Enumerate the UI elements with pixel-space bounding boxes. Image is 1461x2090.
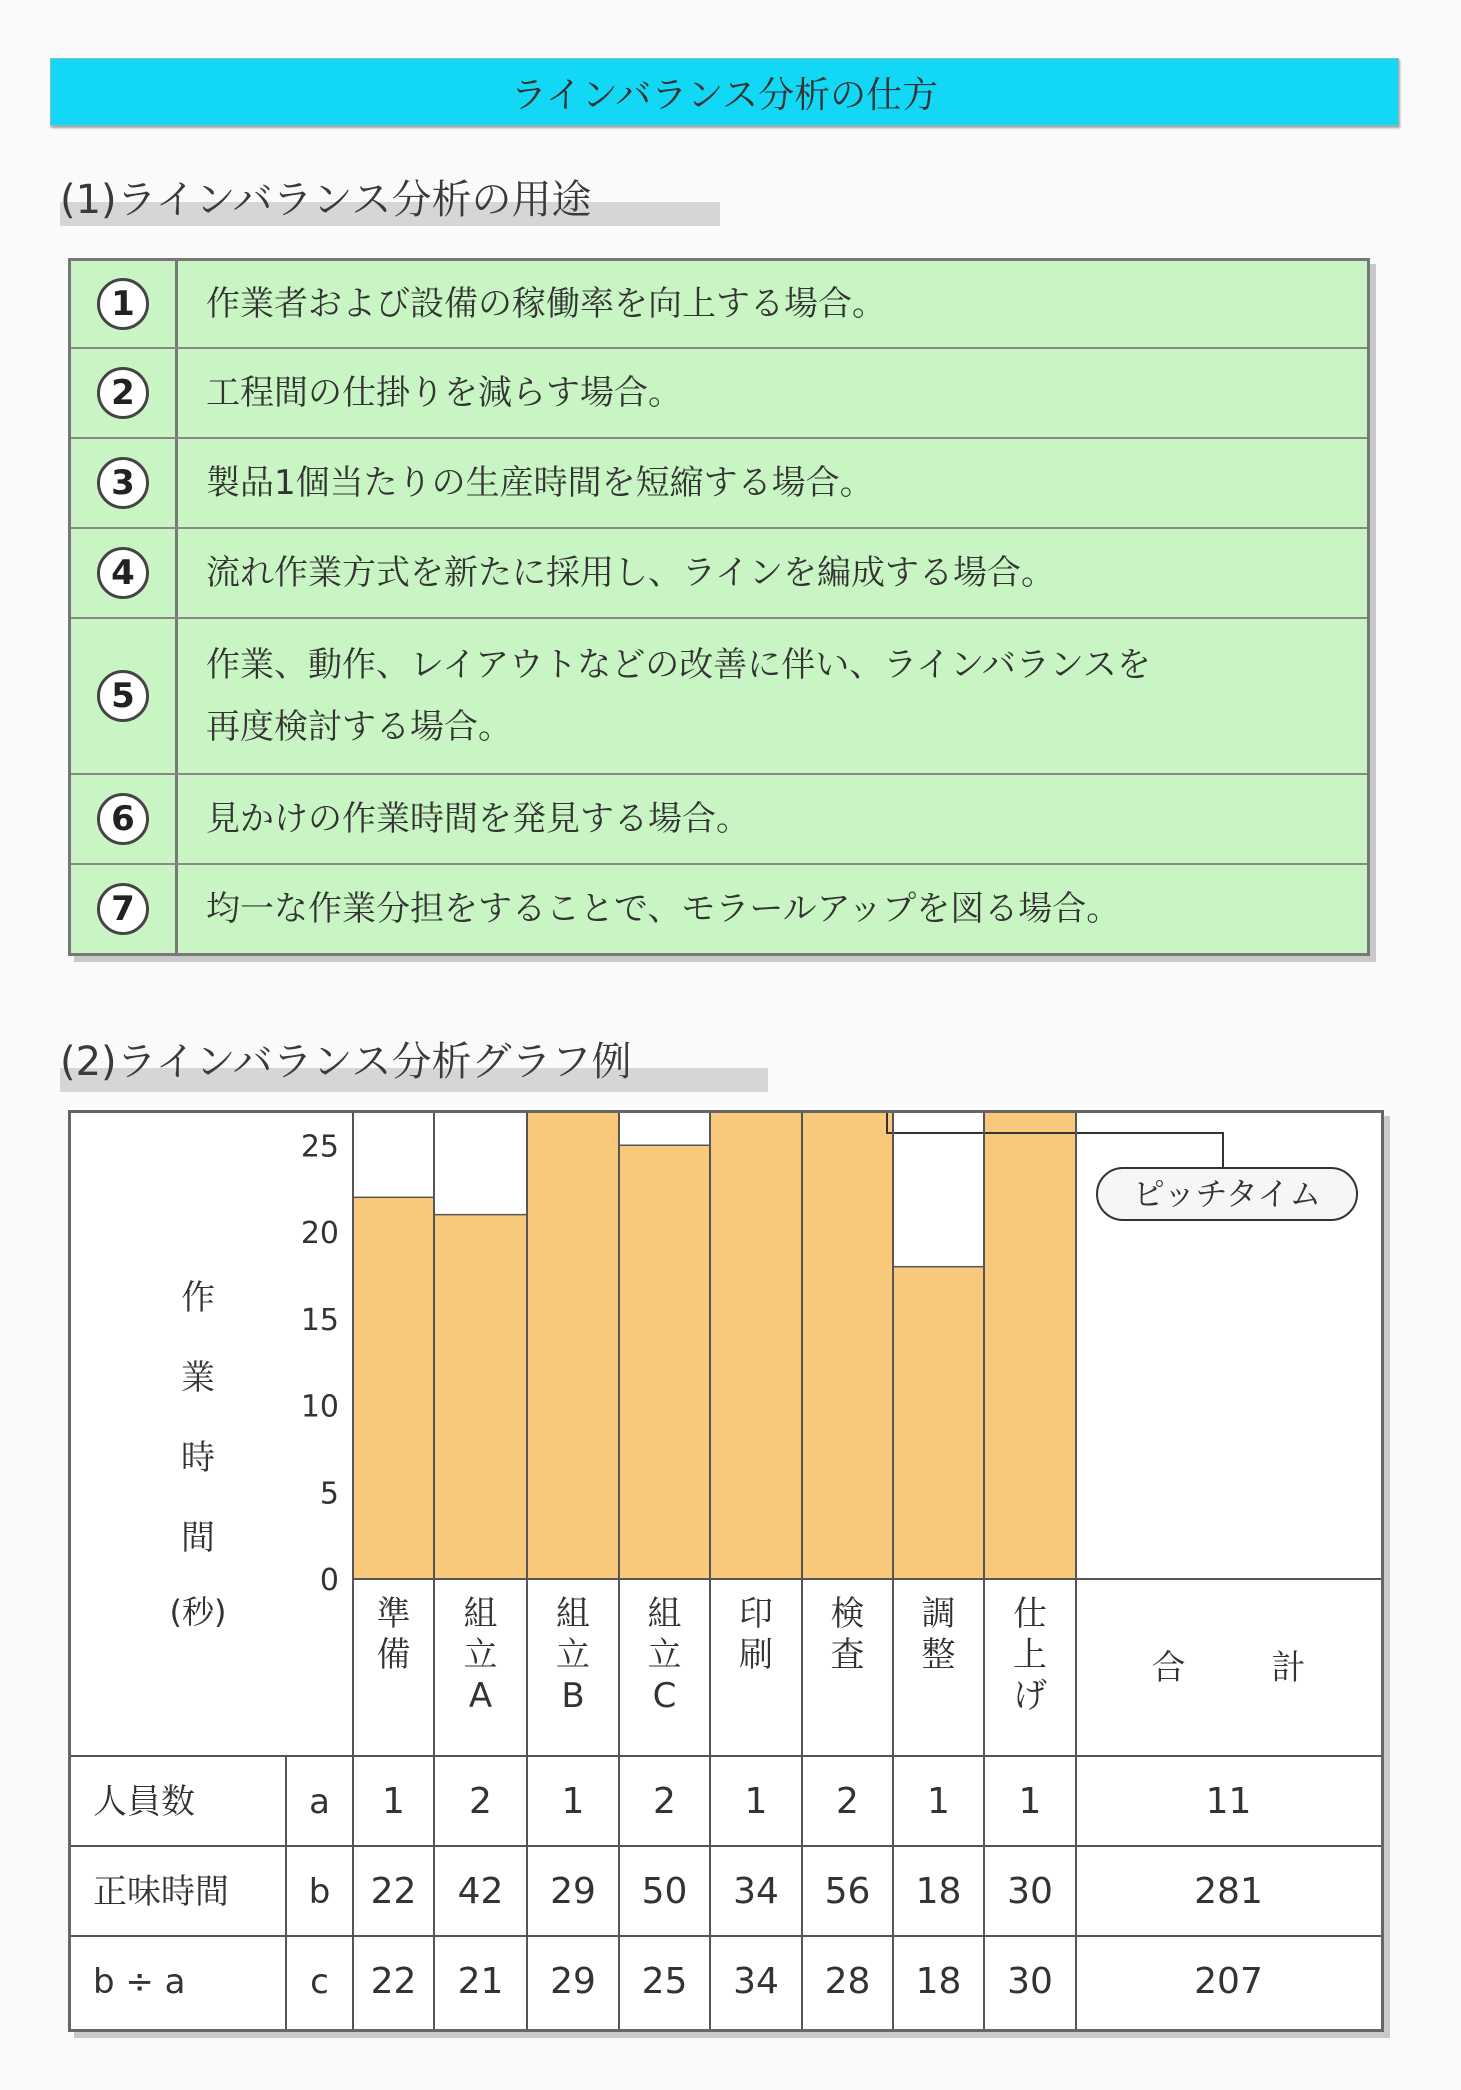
table-row-label-3: b ÷ a bbox=[93, 1962, 186, 2002]
table-cell: 2 bbox=[653, 1781, 676, 1822]
table-cell: 1 bbox=[744, 1781, 768, 1822]
banner-title: ラインバランス分析の仕方 bbox=[510, 74, 939, 116]
section2-title: (2)ラインバランス分析グラフ例 bbox=[60, 1039, 632, 1085]
category-label-2: 立 bbox=[463, 1635, 498, 1675]
table-cell: 50 bbox=[641, 1871, 688, 1912]
table-cell: 21 bbox=[457, 1961, 504, 2002]
use-text-3: 製品1個当たりの生産時間を短縮する場合。 bbox=[206, 463, 874, 503]
category-label-8: 上 bbox=[1013, 1635, 1047, 1675]
table-cell: 42 bbox=[457, 1871, 504, 1912]
use-row-3 bbox=[71, 437, 1367, 527]
category-label-4: 組 bbox=[647, 1594, 682, 1634]
table-cell: 1 bbox=[382, 1781, 405, 1822]
y-axis-label-char: 作 bbox=[181, 1278, 215, 1318]
table-cell: 34 bbox=[733, 1961, 779, 2002]
use-text-cell bbox=[178, 261, 1367, 347]
use-text-cell bbox=[178, 529, 1367, 617]
table-cell: 1 bbox=[927, 1781, 950, 1822]
bar-3 bbox=[527, 1113, 619, 1579]
use-num-cell bbox=[71, 529, 178, 617]
use-row-7 bbox=[71, 863, 1367, 953]
category-label-7: 調 bbox=[921, 1594, 956, 1634]
table-total-1: 11 bbox=[1205, 1781, 1252, 1822]
y-tick-label-25: 25 bbox=[300, 1129, 339, 1165]
use-number-4: 4 bbox=[97, 547, 149, 599]
use-num-cell bbox=[71, 439, 178, 527]
table-cell: 25 bbox=[641, 1961, 688, 2002]
table-cell: 56 bbox=[824, 1871, 871, 1912]
bar-1 bbox=[353, 1197, 434, 1579]
table-cell: 29 bbox=[550, 1961, 596, 2002]
bar-7 bbox=[893, 1267, 984, 1579]
table-cell: 2 bbox=[469, 1781, 492, 1822]
category-label-7: 整 bbox=[921, 1635, 956, 1675]
y-tick-label-0: 0 bbox=[319, 1563, 339, 1598]
use-num-cell bbox=[71, 865, 178, 953]
table-row-symbol-2: b bbox=[308, 1872, 331, 1912]
bar-4 bbox=[619, 1145, 710, 1579]
use-number-6: 6 bbox=[97, 793, 149, 845]
use-text-5-line2: 再度検討する場合。 bbox=[206, 707, 512, 747]
category-label-8: げ bbox=[1013, 1676, 1047, 1716]
use-number-7: 7 bbox=[97, 883, 149, 935]
use-text-cell bbox=[178, 619, 1367, 773]
page-banner bbox=[50, 58, 1399, 126]
use-num-cell bbox=[71, 261, 178, 347]
uses-table bbox=[68, 258, 1370, 956]
pitch-label: ピッチタイム bbox=[1132, 1175, 1322, 1213]
use-number-3: 3 bbox=[97, 457, 149, 509]
use-text-1: 作業者および設備の稼働率を向上する場合。 bbox=[206, 284, 886, 324]
table-row-symbol-1: a bbox=[309, 1782, 330, 1822]
use-row-4 bbox=[71, 527, 1367, 617]
category-label-1: 準 bbox=[376, 1594, 411, 1634]
y-tick-label-5: 5 bbox=[319, 1476, 339, 1512]
use-row-6 bbox=[71, 773, 1367, 863]
table-cell: 29 bbox=[550, 1871, 596, 1912]
y-axis-unit: (秒) bbox=[169, 1593, 227, 1631]
y-axis-label-char: 時 bbox=[181, 1438, 215, 1478]
table-total-3: 207 bbox=[1194, 1961, 1263, 2002]
table-row-label-1: 人員数 bbox=[93, 1782, 195, 1822]
use-text-4: 流れ作業方式を新たに採用し、ラインを編成する場合。 bbox=[206, 553, 1055, 593]
category-label-1: 備 bbox=[376, 1635, 411, 1675]
table-cell: 28 bbox=[824, 1961, 871, 2002]
category-label-3: 立 bbox=[556, 1635, 590, 1675]
table-total-2: 281 bbox=[1194, 1871, 1263, 1912]
y-tick-label-15: 15 bbox=[300, 1302, 339, 1338]
use-num-cell bbox=[71, 349, 178, 437]
use-text-cell bbox=[178, 439, 1367, 527]
use-number-5: 5 bbox=[97, 670, 149, 722]
bar-5 bbox=[710, 1113, 802, 1579]
category-label-2: 組 bbox=[463, 1594, 498, 1634]
bar-6 bbox=[802, 1113, 893, 1579]
total-header-char: 計 bbox=[1271, 1648, 1306, 1688]
y-axis-label-char: 業 bbox=[181, 1358, 215, 1398]
section1-title: (1)ラインバランス分析の用途 bbox=[60, 177, 592, 223]
table-cell: 22 bbox=[370, 1871, 417, 1912]
category-label-3: 組 bbox=[556, 1594, 590, 1634]
y-tick-label-20: 20 bbox=[300, 1216, 339, 1251]
use-text-cell bbox=[178, 865, 1367, 953]
table-cell: 18 bbox=[915, 1961, 962, 2002]
table-row-label-2: 正味時間 bbox=[93, 1872, 229, 1912]
table-cell: 30 bbox=[1007, 1961, 1053, 2002]
use-text-cell bbox=[178, 349, 1367, 437]
category-label-4: C bbox=[652, 1676, 677, 1716]
use-number-1: 1 bbox=[97, 278, 149, 330]
category-label-2: A bbox=[468, 1676, 493, 1716]
bar-2 bbox=[434, 1215, 527, 1579]
category-label-6: 検 bbox=[830, 1594, 865, 1634]
table-cell: 30 bbox=[1007, 1871, 1053, 1912]
chart-svg bbox=[71, 1113, 1381, 2029]
category-label-4: 立 bbox=[647, 1635, 682, 1675]
table-cell: 1 bbox=[1018, 1781, 1042, 1822]
category-label-3: B bbox=[561, 1676, 585, 1716]
y-tick-label-10: 10 bbox=[300, 1389, 339, 1425]
total-header-char: 合 bbox=[1151, 1648, 1186, 1688]
use-number-2: 2 bbox=[97, 367, 149, 419]
use-text-5: 作業、動作、レイアウトなどの改善に伴い、ラインバランスを bbox=[206, 645, 1151, 685]
use-text-6: 見かけの作業時間を発見する場合。 bbox=[206, 799, 750, 839]
line-balance-chart bbox=[68, 1110, 1384, 2032]
use-row-2 bbox=[71, 347, 1367, 437]
use-text-2: 工程間の仕掛りを減らす場合。 bbox=[206, 373, 682, 413]
category-label-5: 刷 bbox=[739, 1635, 773, 1675]
table-cell: 18 bbox=[915, 1871, 962, 1912]
y-axis-label-char: 間 bbox=[181, 1518, 215, 1558]
use-num-cell bbox=[71, 775, 178, 863]
table-cell: 2 bbox=[836, 1781, 859, 1822]
use-text-7: 均一な作業分担をすることで、モラールアップを図る場合。 bbox=[206, 889, 1121, 929]
category-label-8: 仕 bbox=[1013, 1594, 1047, 1634]
category-label-6: 査 bbox=[830, 1635, 865, 1675]
table-row-symbol-3: c bbox=[310, 1962, 329, 2002]
table-cell: 34 bbox=[733, 1871, 779, 1912]
category-label-5: 印 bbox=[739, 1594, 773, 1634]
bar-8 bbox=[984, 1113, 1076, 1579]
use-num-cell bbox=[71, 619, 178, 773]
use-text-cell bbox=[178, 775, 1367, 863]
table-cell: 1 bbox=[561, 1781, 585, 1822]
use-row-5 bbox=[71, 617, 1367, 773]
table-cell: 22 bbox=[370, 1961, 417, 2002]
use-row-1 bbox=[71, 261, 1367, 347]
